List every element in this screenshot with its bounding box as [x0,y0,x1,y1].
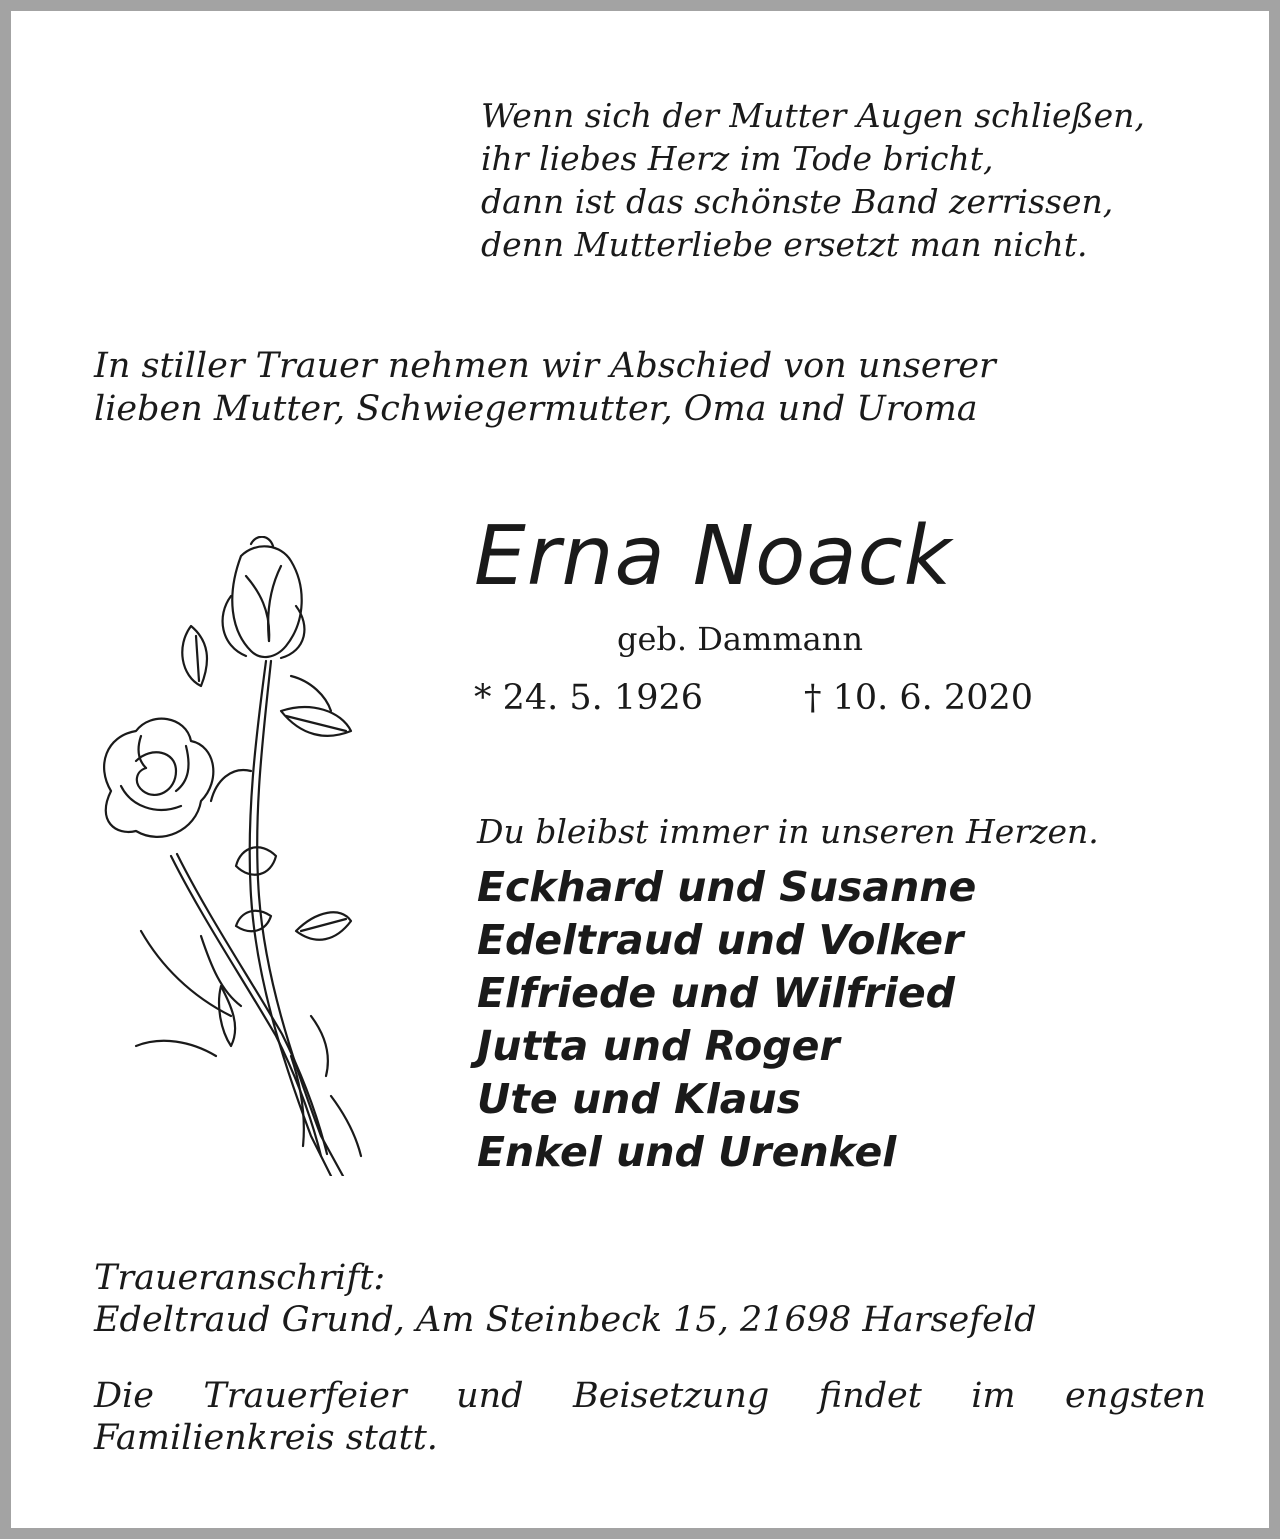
poem-line-1: Wenn sich der Mutter Augen schließen, [481,96,1145,135]
mourner-1: Eckhard und Susanne [477,863,977,911]
rose-drawing-icon [81,536,381,1176]
poem-line-4: denn Mutterliebe ersetzt man nicht. [481,225,1088,264]
closing-line-2: Familienkreis statt. [94,1418,438,1458]
mourner-6: Enkel und Urenkel [477,1128,897,1176]
poem-line-3: dann ist das schönste Band zerrissen, [481,182,1114,221]
death-date: † 10. 6. 2020 [804,678,1034,718]
maiden-name: geb. Dammann [617,620,863,658]
poem-line-2: ihr liebes Herz im Tode bricht, [481,139,994,178]
mourner-2: Edeltraud und Volker [477,916,964,964]
closing-line-1: Die Trauerfeier und Beisetzung findet im engsten [94,1376,1206,1416]
deceased-name: Erna Noack [474,509,953,604]
address-label: Traueranschrift: [94,1258,386,1298]
mourner-3: Elfriede und Wilfried [477,969,956,1017]
intro-line-2: lieben Mutter, Schwiegermutter, Oma und Uroma [94,389,978,429]
intro-line-1: In stiller Trauer nehmen wir Abschied von unserer [94,346,996,386]
address-line: Edeltraud Grund, Am Steinbeck 15, 21698 Harsefeld [94,1300,1037,1340]
birth-date: * 24. 5. 1926 [474,678,704,718]
motto: Du bleibst immer in unseren Herzen. [477,812,1099,851]
mourner-4: Jutta und Roger [477,1022,840,1070]
mourner-5: Ute und Klaus [477,1075,802,1123]
